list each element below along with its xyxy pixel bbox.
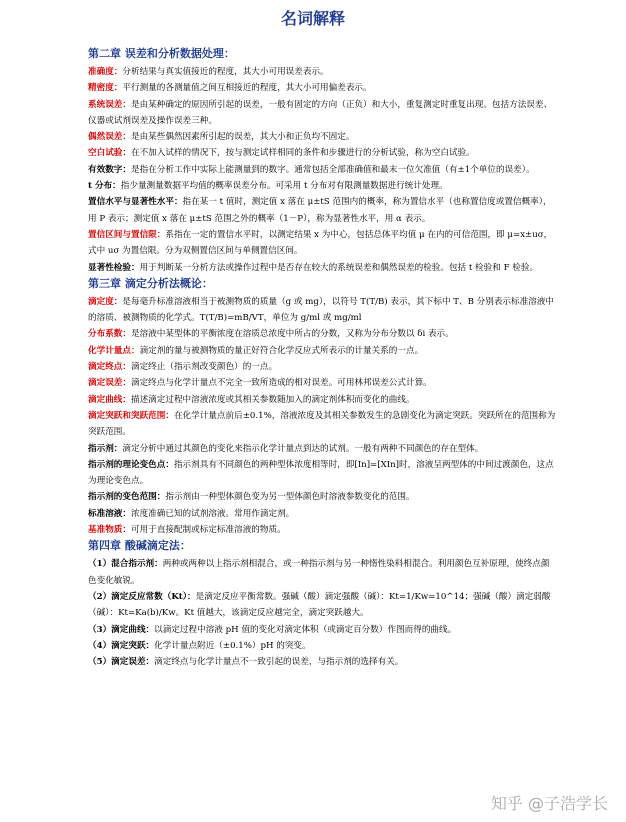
glossary-entry bbox=[88, 506, 558, 522]
term-label: （3）滴定曲线： bbox=[88, 624, 155, 635]
term-definition: 两种或两种以上指示剂相混合，或一种指示剂与另一种惰性染料相混合。利用颜色互补原理，使终点颜色变化敏锐。 bbox=[88, 559, 550, 586]
glossary-entry bbox=[88, 589, 558, 622]
glossary-entry bbox=[88, 97, 558, 130]
term-label: （4）滴定突跃： bbox=[88, 640, 155, 651]
term-label: 滴定突跃和突跃范围： bbox=[88, 410, 174, 421]
term-label: 准确度： bbox=[88, 67, 123, 77]
term-label: 滴定误差： bbox=[88, 378, 131, 389]
term-definition: 在化学计量点前后±0.1%，溶液浓度及其相关参数发生的急剧变化为滴定突跃。突跃所在的范围称为突跃范围。 bbox=[88, 410, 556, 438]
glossary-content bbox=[88, 46, 558, 670]
term-definition: 是滴定反应平衡常数。强碱（酸）滴定强酸（碱）：Kt=1/Kw=10^14；强碱（酸）滴定弱酸（碱）：Kt=Ka(b)/Kw。Kt 值越大，该滴定反应越完全，滴定突跃越大。 bbox=[88, 591, 551, 619]
term-definition: 指在某一 t 值时，测定值 x 落在 μ±tS 范围内的概率，称为置信水平（也称置信度或置信概率），用 P 表示；测定值 x 落在 μ±tS 范围之外的概率（1－P），称为显著性水平，用 α 表示。 bbox=[88, 197, 552, 224]
term-definition: 滴定终止（指示剂改变颜色）的一点。 bbox=[130, 362, 278, 373]
term-definition: 指少量测量数据平均值的概率误差分布。可采用 t 分布对有限测量数据进行统计处理。 bbox=[120, 181, 448, 192]
term-label: （2）滴定反应常数（Kt）： bbox=[88, 591, 196, 602]
term-definition: 化学计量点附近（±0.1%）pH 的突变。 bbox=[154, 640, 311, 651]
glossary-entry bbox=[88, 392, 558, 408]
term-label: （1）混合指示剂： bbox=[88, 559, 163, 570]
glossary-entry bbox=[88, 162, 558, 178]
term-label: 显著性检验： bbox=[88, 262, 140, 273]
glossary-entry bbox=[88, 556, 558, 589]
term-definition: 滴定剂的量与被测物质的量正好符合化学反应式所表示的计量关系的一点。 bbox=[139, 345, 424, 356]
term-label: 置信区间与置信限： bbox=[88, 229, 166, 240]
chapter-heading: 第四章 酸碱滴定法： bbox=[88, 539, 191, 553]
glossary-entry bbox=[88, 294, 558, 327]
term-label: 基准物质： bbox=[88, 525, 131, 536]
glossary-entry bbox=[88, 194, 558, 227]
glossary-entry bbox=[88, 441, 558, 457]
term-label: 标准溶液： bbox=[88, 508, 131, 519]
glossary-entry bbox=[88, 129, 558, 145]
term-definition: 分析结果与真实值接近的程度，其大小可用误差表示。 bbox=[122, 67, 329, 77]
term-label: 空白试验： bbox=[88, 148, 131, 159]
glossary-entry bbox=[88, 622, 558, 638]
term-definition: 可用于直接配制或标定标准溶液的物质。 bbox=[130, 525, 286, 536]
term-definition: 以滴定过程中溶液 pH 值的变化对滴定体积（或滴定百分数）作图而得的曲线。 bbox=[154, 624, 457, 635]
glossary-entry bbox=[88, 457, 558, 490]
glossary-entry bbox=[88, 326, 558, 342]
term-definition: 是指在分析工作中实际上能测量到的数字。通常包括全部准确值和最末一位欠准值（有±1个单位的误差）。 bbox=[130, 164, 535, 175]
term-definition: 平行测量的各测量值之间互相接近的程度，其大小可用偏差表示。 bbox=[122, 83, 372, 94]
glossary-entry bbox=[88, 359, 558, 375]
term-label: t 分布： bbox=[88, 181, 121, 192]
glossary-entry bbox=[88, 80, 558, 96]
term-label: 化学计量点： bbox=[88, 345, 140, 356]
term-label: 指示剂的变色范围： bbox=[88, 492, 166, 503]
term-label: 滴定终点： bbox=[88, 362, 131, 373]
term-definition: 系指在一定的置信水平时，以测定结果 x 为中心，包括总体平均值 μ 在内的可信范围，即 μ=x±uσ，式中 uσ 为置信限。分为双侧置信区间与单侧置信区间。 bbox=[88, 229, 553, 257]
term-label: 精密度： bbox=[88, 83, 123, 94]
glossary-entry bbox=[88, 654, 558, 670]
glossary-entry bbox=[88, 522, 558, 538]
term-definition: 是由某些偶然因素所引起的误差，其大小和正负均不固定。 bbox=[130, 132, 355, 143]
term-label: 滴定度： bbox=[88, 296, 123, 307]
chapter-heading: 第三章 滴定分析法概论： bbox=[88, 276, 213, 290]
glossary-entry bbox=[88, 375, 558, 391]
term-definition: 描述滴定过程中溶液浓度或其相关参数随加入的滴定剂体积而变化的曲线。 bbox=[130, 394, 415, 405]
page-title: 名词解释 bbox=[280, 9, 345, 28]
term-label: 置信水平与显著性水平： bbox=[88, 197, 183, 208]
term-label: 滴定曲线： bbox=[88, 394, 131, 405]
watermark: 知乎 @子浩学长 bbox=[490, 794, 608, 813]
glossary-entry bbox=[88, 227, 558, 260]
term-definition: 滴定终点与化学计量点不完全一致所造成的相对误差。可用林邦误差公式计算。 bbox=[130, 378, 432, 389]
term-label: 偶然误差： bbox=[88, 132, 131, 143]
term-label: 分布系数： bbox=[88, 329, 131, 340]
glossary-entry bbox=[88, 145, 558, 161]
term-definition: 用于判断某一分析方法或操作过程中是否存在较大的系统误差和偶然误差的检验。包括 t 检验和 F 检验。 bbox=[139, 262, 539, 273]
glossary-entry bbox=[88, 638, 558, 654]
term-label: 有效数字： bbox=[88, 164, 131, 175]
glossary-entry bbox=[88, 343, 558, 359]
term-definition: 滴定分析中通过其颜色的变化来指示化学计量点到达的试剂。一般有两种不同颜色的存在型体。 bbox=[122, 443, 484, 454]
term-label: （5）滴定误差： bbox=[88, 657, 155, 668]
term-definition: 是每毫升标准溶液相当于被测物质的质量（g 或 mg），以符号 T(T/B) 表示，其下标中 T、B 分别表示标准溶液中的溶质、被测物质的化学式。T(T/B)=mB/VT，单位为 g/ml 或 mg/ml bbox=[88, 296, 554, 324]
glossary-entry bbox=[88, 64, 558, 80]
glossary-entry bbox=[88, 178, 558, 194]
term-label: 指示剂： bbox=[88, 443, 123, 454]
term-label: 指示剂的理论变色点： bbox=[88, 459, 174, 470]
term-definition: 是由某种确定的原因所引起的误差，一般有固定的方向（正负）和大小，重复测定时重复出现。包括方法误差、仪器或试剂误差及操作误差三种。 bbox=[88, 99, 553, 126]
term-definition: 浓度准确已知的试剂溶液。常用作滴定剂。 bbox=[130, 508, 295, 519]
term-definition: 指示剂由一种型体颜色变为另一型体颜色时溶液参数变化的范围。 bbox=[165, 492, 415, 503]
glossary-entry bbox=[88, 408, 558, 441]
glossary-entry bbox=[88, 489, 558, 505]
term-definition: 在不加入试样的情况下，按与测定试样相同的条件和步骤进行的分析试验，称为空白试验。 bbox=[130, 148, 475, 159]
glossary-entry bbox=[88, 260, 558, 276]
term-label: 系统误差： bbox=[88, 99, 131, 110]
term-definition: 是溶液中某型体的平衡浓度在溶质总浓度中所占的分数，又称为分布分数以 δi 表示。 bbox=[130, 329, 454, 340]
term-definition: 滴定终点与化学计量点不一致引起的误差，与指示剂的选择有关。 bbox=[154, 657, 404, 668]
chapter-heading: 第二章 误差和分析数据处理： bbox=[88, 47, 235, 60]
term-definition: 指示剂具有不同颜色的两种型体浓度相等时，即[In]=[XIn]时，溶液呈两型体的中间过渡颜色，这点为理论变色点。 bbox=[88, 459, 554, 487]
